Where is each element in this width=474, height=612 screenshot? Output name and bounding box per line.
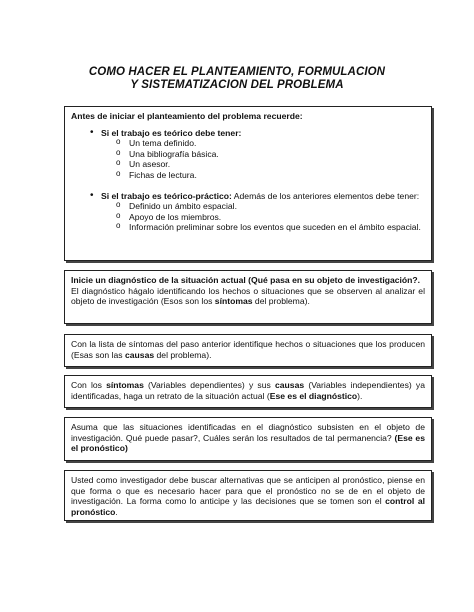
causes-text [71, 339, 425, 360]
text-segment: del problema). [154, 349, 212, 360]
text-segment: Usted como investigador debe buscar alternativas que se anticipen al pronóstico, piense en que forma o que es necesario hacer para que el pronóstico no se de en el objeto de investigación. La forma como lo anticipe y las decisiones que se tomen son el [71, 475, 425, 507]
title-line-2: Y SISTEMATIZACION DEL PROBLEMA [130, 79, 344, 91]
list-item: o Apoyo de los miembros. [101, 212, 425, 223]
text-segment: (Variables independientes) ya identificadas, haga un retrato de la situación actual ( [71, 380, 425, 401]
prognosis-text [71, 422, 425, 454]
control-term: control al pronóstico [71, 496, 425, 517]
page-title [0, 66, 474, 92]
text-segment: El diagnóstico hágalo identificando los hechos o situaciones que se observen al analizar el objeto de investigación (Esos son los [71, 285, 425, 307]
control-box [64, 470, 432, 521]
list-item: o Fichas de lectura. [101, 170, 425, 181]
diagnosis-heading: Inicie un diagnóstico de la situación actual (Qué pasa en su objeto de investigación?. [71, 275, 421, 285]
list-item: o Información preliminar sobre los eventos que suceden en el ámbito espacial. [101, 222, 425, 233]
text-segment: (Variables dependientes) y sus [143, 380, 275, 390]
requirements-heading: Antes de iniciar el planteamiento del problema recuerde: [71, 111, 303, 121]
text-segment: Con los [71, 380, 107, 390]
requirements-box [64, 106, 432, 261]
symptoms-term: síntomas [106, 380, 144, 390]
diagnosis-text [71, 286, 425, 307]
symptoms-term: síntomas [214, 296, 253, 307]
practical-label: Si el trabajo es teórico-práctico: [101, 190, 232, 201]
title-line-1: COMO HACER EL PLANTEAMIENTO, FORMULACION [88, 66, 386, 78]
practical-text: Además de los anteriores elementos debe tener: [231, 190, 420, 201]
text-segment: Asuma que las situaciones identificadas en el diagnóstico subsisten en el objeto de investigación. Qué puede pasar?, Cuáles serán los resultados de tal permanencia? [71, 422, 425, 443]
theoretical-item [71, 128, 425, 181]
text-segment: . [115, 506, 118, 517]
text-segment: Con la lista de síntomas del paso anterior identifique hechos o situaciones que los producen (Esas son las [71, 339, 425, 360]
list-item: o Una bibliografía básica. [101, 149, 425, 160]
portrait-box [64, 375, 432, 408]
list-item: o Un asesor. [101, 159, 425, 170]
portrait-text [71, 380, 425, 401]
control-text [71, 475, 425, 517]
theoretical-sublist [101, 138, 425, 180]
causes-box [64, 334, 432, 367]
causes-term: causas [124, 349, 155, 360]
list-item: o Definido un ámbito espacial. [101, 201, 425, 212]
diagnosis-term: Ese es el diagnóstico [269, 390, 358, 401]
list-item: o Un tema definido. [101, 138, 425, 149]
requirements-list [71, 128, 425, 233]
theoretical-label: Si el trabajo es teórico debe tener: [101, 127, 242, 138]
practical-sublist [101, 201, 425, 233]
practical-item [71, 191, 425, 233]
causes-term: causas [274, 380, 305, 390]
text-segment: del problema). [252, 296, 310, 307]
prognosis-box [64, 417, 432, 461]
diagnosis-box [64, 270, 432, 324]
text-segment: ). [357, 390, 363, 401]
prognosis-term: (Ese es el pronóstico) [71, 432, 425, 454]
